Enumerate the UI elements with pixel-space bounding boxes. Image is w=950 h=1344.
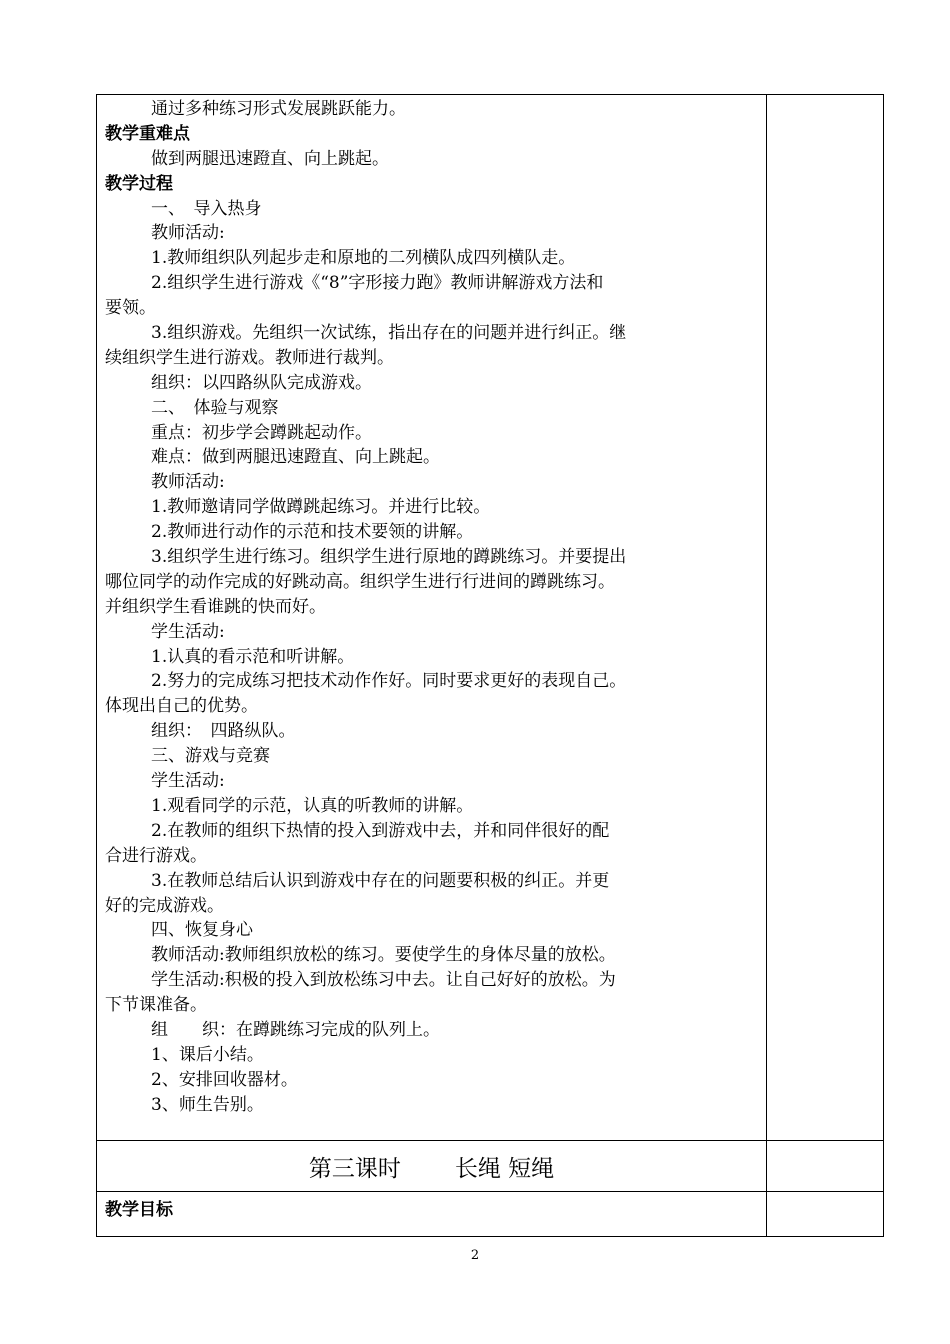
content-line: 3.组织游戏。先组织一次试练，指出存在的问题并进行纠正。继	[151, 323, 627, 344]
content-line: 并组织学生看谁跳的快而好。	[105, 596, 326, 617]
content-line: 教学重难点	[105, 123, 190, 144]
lesson-subtitle	[97, 1141, 766, 1191]
content-line: 学生活动:	[151, 621, 225, 642]
content-line: 1.认真的看示范和听讲解。	[151, 646, 355, 667]
content-line: 难点：做到两腿迅速蹬直、向上跳起。	[151, 447, 440, 468]
content-line: 下节课准备。	[105, 995, 207, 1016]
content-line: 哪位同学的动作完成的好跳动高。组织学生进行行进间的蹲跳练习。	[105, 571, 615, 592]
content-line: 2.组织学生进行游戏《“8”字形接力跑》教师讲解游戏方法和	[151, 273, 604, 294]
content-line: 要领。	[105, 298, 156, 319]
row-divider-2	[97, 1191, 883, 1192]
content-line: 好的完成游戏。	[105, 895, 224, 916]
content-line: 教师活动:	[151, 223, 225, 244]
teaching-goal-heading: 教学目标	[105, 1200, 173, 1220]
content-line: 四、恢复身心	[151, 920, 253, 941]
content-line: 3.组织学生进行练习。组织学生进行原地的蹲跳练习。并要提出	[151, 547, 627, 568]
lesson-topic: 长绳 短绳	[454, 1155, 555, 1182]
content-line: 2.努力的完成练习把技术动作作好。同时要求更好的表现自己。	[151, 671, 627, 692]
content-line: 教师活动:	[151, 472, 225, 493]
content-line: 教师活动:教师组织放松的练习。要使学生的身体尽量的放松。	[151, 945, 616, 966]
content-line: 三、游戏与竞赛	[151, 746, 270, 767]
page-number: 2	[470, 1248, 480, 1263]
content-line: 做到两腿迅速蹬直、向上跳起。	[151, 148, 389, 169]
content-line: 2、安排回收器材。	[151, 1069, 298, 1090]
content-line: 1.观看同学的示范，认真的听教师的讲解。	[151, 795, 474, 816]
content-line: 1.教师组织队列起步走和原地的二列横队成四列横队走。	[151, 248, 576, 269]
content-line: 一、 导入热身	[151, 198, 262, 219]
content-line: 2.在教师的组织下热情的投入到游戏中去，并和同伴很好的配	[151, 820, 610, 841]
content-line: 教学过程	[105, 173, 173, 194]
content-line: 组织： 四路纵队。	[151, 721, 296, 742]
lesson-content	[105, 97, 757, 1118]
content-line: 通过多种练习形式发展跳跃能力。	[151, 99, 406, 119]
content-line: 体现出自己的优势。	[105, 696, 258, 717]
content-line: 学生活动:积极的投入到放松练习中去。让自己好好的放松。为	[151, 970, 616, 991]
lesson-table	[96, 94, 884, 1237]
content-line: 1、课后小结。	[151, 1044, 264, 1065]
content-line: 续组织学生进行游戏。教师进行裁判。	[105, 347, 394, 368]
content-line: 组 织：在蹲跳练习完成的队列上。	[151, 1019, 440, 1040]
content-line: 1.教师邀请同学做蹲跳起练习。并进行比较。	[151, 497, 491, 518]
content-line: 学生活动:	[151, 771, 225, 792]
content-line: 二、 体验与观察	[151, 397, 279, 418]
column-divider	[766, 95, 767, 1236]
lesson-number: 第三课时	[308, 1155, 401, 1182]
content-line: 3.在教师总结后认识到游戏中存在的问题要积极的纠正。并更	[151, 870, 610, 891]
content-line: 合进行游戏。	[105, 845, 207, 866]
content-line: 3、师生告别。	[151, 1094, 264, 1115]
content-line: 重点：初步学会蹲跳起动作。	[151, 422, 372, 443]
content-line: 组织：以四路纵队完成游戏。	[151, 372, 372, 393]
content-line: 2.教师进行动作的示范和技术要领的讲解。	[151, 522, 474, 543]
